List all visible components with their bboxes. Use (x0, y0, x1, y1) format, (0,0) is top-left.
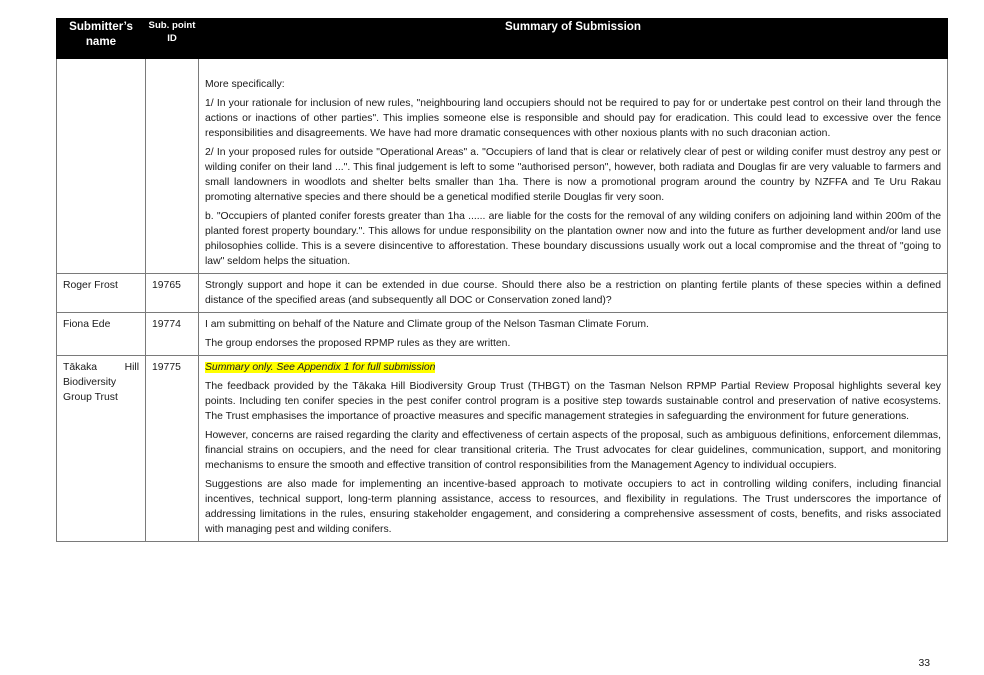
table-header-row (57, 19, 948, 59)
table-row (57, 313, 948, 356)
table-row (57, 274, 948, 313)
submitter-name: Tākaka Hill Biodiversity Group Trust (57, 356, 146, 542)
sub-point-id: 19765 (146, 274, 199, 313)
sub-point-id: 19774 (146, 313, 199, 356)
summary-paragraph: I am submitting on behalf of the Nature and Climate group of the Nelson Tasman Climate Forum. (205, 319, 649, 330)
header-submitter-name: Submitter’s name (57, 19, 146, 59)
sub-point-id (146, 59, 199, 274)
sub-point-id: 19775 (146, 356, 199, 542)
submission-summary (199, 274, 948, 313)
summary-paragraph: However, concerns are raised regarding the clarity and effectiveness of certain aspects of the proposal, such as ambiguous definitions, enforcement dilemmas, financial strains on occupiers, and the need for clear transitional criteria. The Trust advocates for clear guidelines, communication, support, and monitoring mechanisms to ensure the smooth and effective transition of control responsibilities from the Management Agency to individual occupiers. (205, 430, 941, 471)
header-sub-point-id: Sub. point ID (146, 19, 199, 59)
summary-paragraph: b. "Occupiers of planted conifer forests greater than 1ha ...... are liable for the costs for the removal of any wilding conifers on adjoining land within 200m of the planted forest property boundary.". This allows for undue responsibility on the plantation owner now and into the future as further development and/or land use philosophies collide. This is a severe disincentive to afforestation. These boundary discussions usually work out a local compromise and the threat of "going to law" seldom helps the situation. (205, 211, 941, 267)
summary-paragraph: The feedback provided by the Tākaka Hill Biodiversity Group Trust (THBGT) on the Tasman Nelson RPMP Partial Review Proposal highlights several key points. Including ten conifer species in the pest conifer control program is a positive step towards sustainable control and preservation of native ecosystems. The Trust emphasises the importance of proactive measures and specific management strategies in safeguarding the environment for future generations. (205, 381, 941, 422)
submitter-name (57, 59, 146, 274)
table-row (57, 59, 948, 274)
header-summary: Summary of Submission (199, 19, 948, 59)
table-row (57, 356, 948, 542)
summary-paragraph: Strongly support and hope it can be extended in due course. Should there also be a restriction on planting fertile plants of these species within a defined distance of the specified areas (and subsequently all DOC or Conservation zoned land)? (205, 280, 941, 306)
highlighted-note: Summary only. See Appendix 1 for full submission (205, 362, 436, 373)
summary-paragraph: More specifically: (205, 79, 285, 90)
submitter-name: Fiona Ede (57, 313, 146, 356)
submission-summary (199, 356, 948, 542)
summary-note (205, 360, 941, 375)
submission-summary (199, 59, 948, 274)
summary-paragraph: Suggestions are also made for implementing an incentive-based approach to motivate occupiers to act in controlling wilding conifers, including financial incentives, technical support, long-term planning assistance, access to resources, and flexibility in regulations. The Trust underscores the importance of addressing limitations in the rules, ensuring stakeholder engagement, and considering a comprehensive assessment of costs, benefits, and risks associated with managing pest and wilding conifers. (205, 479, 941, 535)
summary-paragraph: 2/ In your proposed rules for outside "Operational Areas" a. "Occupiers of land that is clear or relatively clear of pest or wilding conifer must destroy any pest or wilding conifer on their land ...". This final judgement is left to some "authorised person", however, both radiata and Douglas fir are very valuable to farmers and small landowners in woodlots and shelter belts smaller than 1ha. There is now a promotional program around the country by NZFFA and Te Uru Rakau promoting alternative species and there should be a genetical modified sterile Douglas fir very soon. (205, 147, 941, 203)
submissions-table (56, 18, 948, 542)
submission-summary (199, 313, 948, 356)
page-number: 33 (918, 658, 930, 669)
submitter-name: Roger Frost (57, 274, 146, 313)
summary-paragraph: The group endorses the proposed RPMP rules as they are written. (205, 338, 511, 349)
summary-paragraph: 1/ In your rationale for inclusion of new rules, "neighbouring land occupiers should not be required to pay for or undertake pest control on their land through the actions or inactions of other parties". This implies someone else is responsible and should pay for eradication. This could lead to excessive over the fence responsibilities and disagreements. We have had more dramatic consequences with other noxious plants with no such draconian action. (205, 98, 941, 139)
